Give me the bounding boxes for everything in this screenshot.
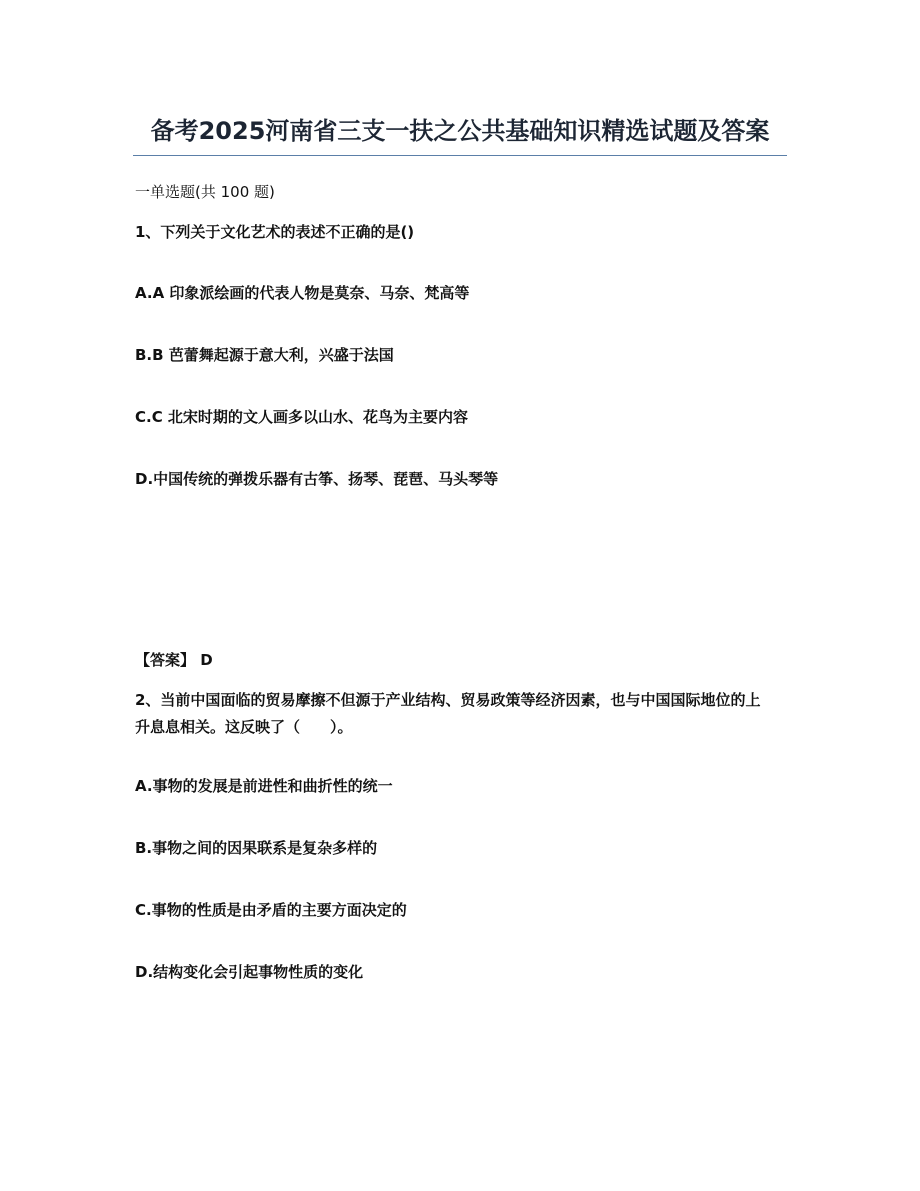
- question-2-option-a: A.事物的发展是前进性和曲折性的统一: [135, 777, 393, 795]
- title-underline: [133, 155, 787, 156]
- question-2-option-b: B.事物之间的因果联系是复杂多样的: [135, 839, 378, 857]
- document-title: 备考2025河南省三支一扶之公共基础知识精选试题及答案: [150, 117, 770, 145]
- section-heading: 一单选题(共 100 题): [135, 183, 275, 201]
- question-1-option-a: A.A 印象派绘画的代表人物是莫奈、马奈、梵高等: [135, 284, 470, 302]
- question-1-option-d: D.中国传统的弹拨乐器有古筝、扬琴、琵琶、马头琴等: [135, 470, 499, 488]
- question-2-option-c: C.事物的性质是由矛盾的主要方面决定的: [135, 901, 407, 919]
- question-1-answer: 【答案】 D: [135, 651, 213, 669]
- question-1-stem: 1、下列关于文化艺术的表述不正确的是(): [135, 223, 415, 241]
- question-2-option-d: D.结构变化会引起事物性质的变化: [135, 963, 364, 981]
- question-1-option-b: B.B 芭蕾舞起源于意大利，兴盛于法国: [135, 346, 394, 364]
- question-2-stem: 2、当前中国面临的贸易摩擦不但源于产业结构、贸易政策等经济因素，也与中国国际地位的上升息息相关。这反映了（ ）。: [135, 691, 761, 736]
- question-1-option-c: C.C 北宋时期的文人画多以山水、花鸟为主要内容: [135, 408, 468, 426]
